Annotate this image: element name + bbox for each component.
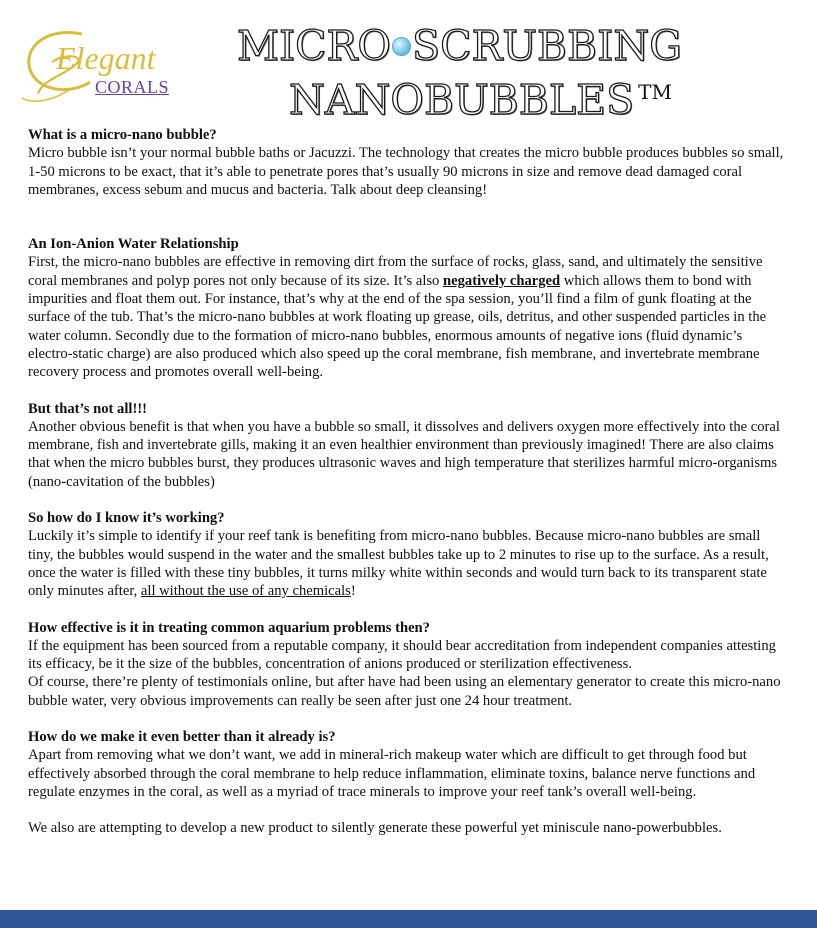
emphasis-negatively-charged: negatively charged [443, 272, 561, 289]
section-heading: How do we make it even better than it already is? [28, 729, 336, 746]
page-title-line-1 [237, 22, 682, 70]
page-title-line-2 [289, 76, 672, 124]
title-part-scrubbing: SCRUBBING [412, 22, 682, 70]
section-heading: What is a micro-nano bubble? [28, 127, 217, 143]
text-run: First, the micro-nano bubbles are effective in removing dirt from the surface of rocks, glass, sand, and ultimately the sensitive coral membranes and polyp pores not only because of its size. It’s also [28, 254, 763, 289]
text-run: Luckily it’s simple to identify if your reef tank is benefiting from micro-nano bubbles. Because micro-nano bubbles are small tiny, the bubbles would suspend in the water and the smallest bubbles take up to 2 minutes to rise up to the surface. As a result, once the water is filled with these tiny bubbles, it turns milky white within seconds and would turn back to its transparent state only minutes after, [28, 528, 769, 600]
text-run: ! [350, 583, 356, 600]
section-heading: An Ion-Anion Water Relationship [28, 236, 239, 253]
section-heading: So how do I know it’s working? [28, 510, 225, 527]
section-text [28, 527, 788, 600]
section-text: If the equipment has been sourced from a reputable company, it should bear accreditation from independent companies attesting its efficacy, be it the size of the bubbles, concentration of anions produced or sterilization effectiveness. [28, 637, 776, 673]
section-heading: But that’s not all!!! [28, 400, 148, 417]
section-text: Another obvious benefit is that when you have a bubble so small, it dissolves and delivers oxygen more effectively into the coral membrane, fish and invertebrate gills, making it an even healthier environment than previously imagined! There are also claims that when the micro bubbles burst, they produces ultrasonic waves and high temperature that sterilizes harmful micro-organisms (nano-cavitation of the bubbles) [28, 418, 780, 490]
section-text: Of course, there’re plenty of testimonials online, but after have had been using an elementary generator to create this micro-nano bubble water, very obvious improvements can really be seen after just one 24 hour treatment. [28, 674, 781, 709]
section-text: Micro bubble isn’t your normal bubble baths or Jacuzzi. The technology that creates the micro bubble produces bubbles so small, 1-50 microns to be exact, that it’s able to penetrate pores that’s usually 90 microns in size and remove dead damaged coral membranes, excess sebum and mucus and bacteria. Talk about deep cleansing! [28, 145, 784, 198]
closing-text: We also are attempting to develop a new product to silently generate these powerful yet miniscule nano-powerbubbles. [28, 820, 722, 837]
footer-bar [0, 910, 817, 928]
section-text [28, 253, 788, 381]
logo-sub: CORALS [95, 77, 170, 97]
section-heading: How effective is it in treating common aquarium problems then? [28, 619, 430, 636]
section-text: Apart from removing what we don’t want, we add in mineral-rich makeup water which are difficult to get through food but effectively absorbed through the coral membrane to help reduce inflammation, eliminate toxins, balance nerve functions and regulate enzymes in the coral, as well as a myriad of trace minerals to improve your reef tank’s overall well-being. [28, 747, 756, 800]
title-part-nanobubbles: NANOBUBBLES [289, 76, 635, 124]
article-body [28, 126, 788, 838]
text-run: which allows them to bond with impurities and float them out. For instance, that’s why at the end of the spa session, you’ll find a film of gunk floating at the surface of the tub. That’s the micro-nano bubbles at work floating up grease, oils, detritus, and other suspended particles in the water column. Secondly due to the formation of micro-nano bubbles, enormous amounts of negative ions (fluid dynamic’s electro-static charge) are also produced which also speed up the coral membrane, fish membrane, and invertebrate membrane recovery process and promotes overall well-being. [28, 272, 767, 381]
bubble-icon [392, 37, 411, 56]
emphasis-no-chemicals: all without the use of any chemicals [140, 583, 351, 600]
elegant-corals-logo [12, 22, 212, 108]
trademark-mark: TM [638, 80, 672, 104]
logo-word: Elegant [56, 40, 156, 76]
title-part-micro: MICRO [237, 22, 392, 70]
